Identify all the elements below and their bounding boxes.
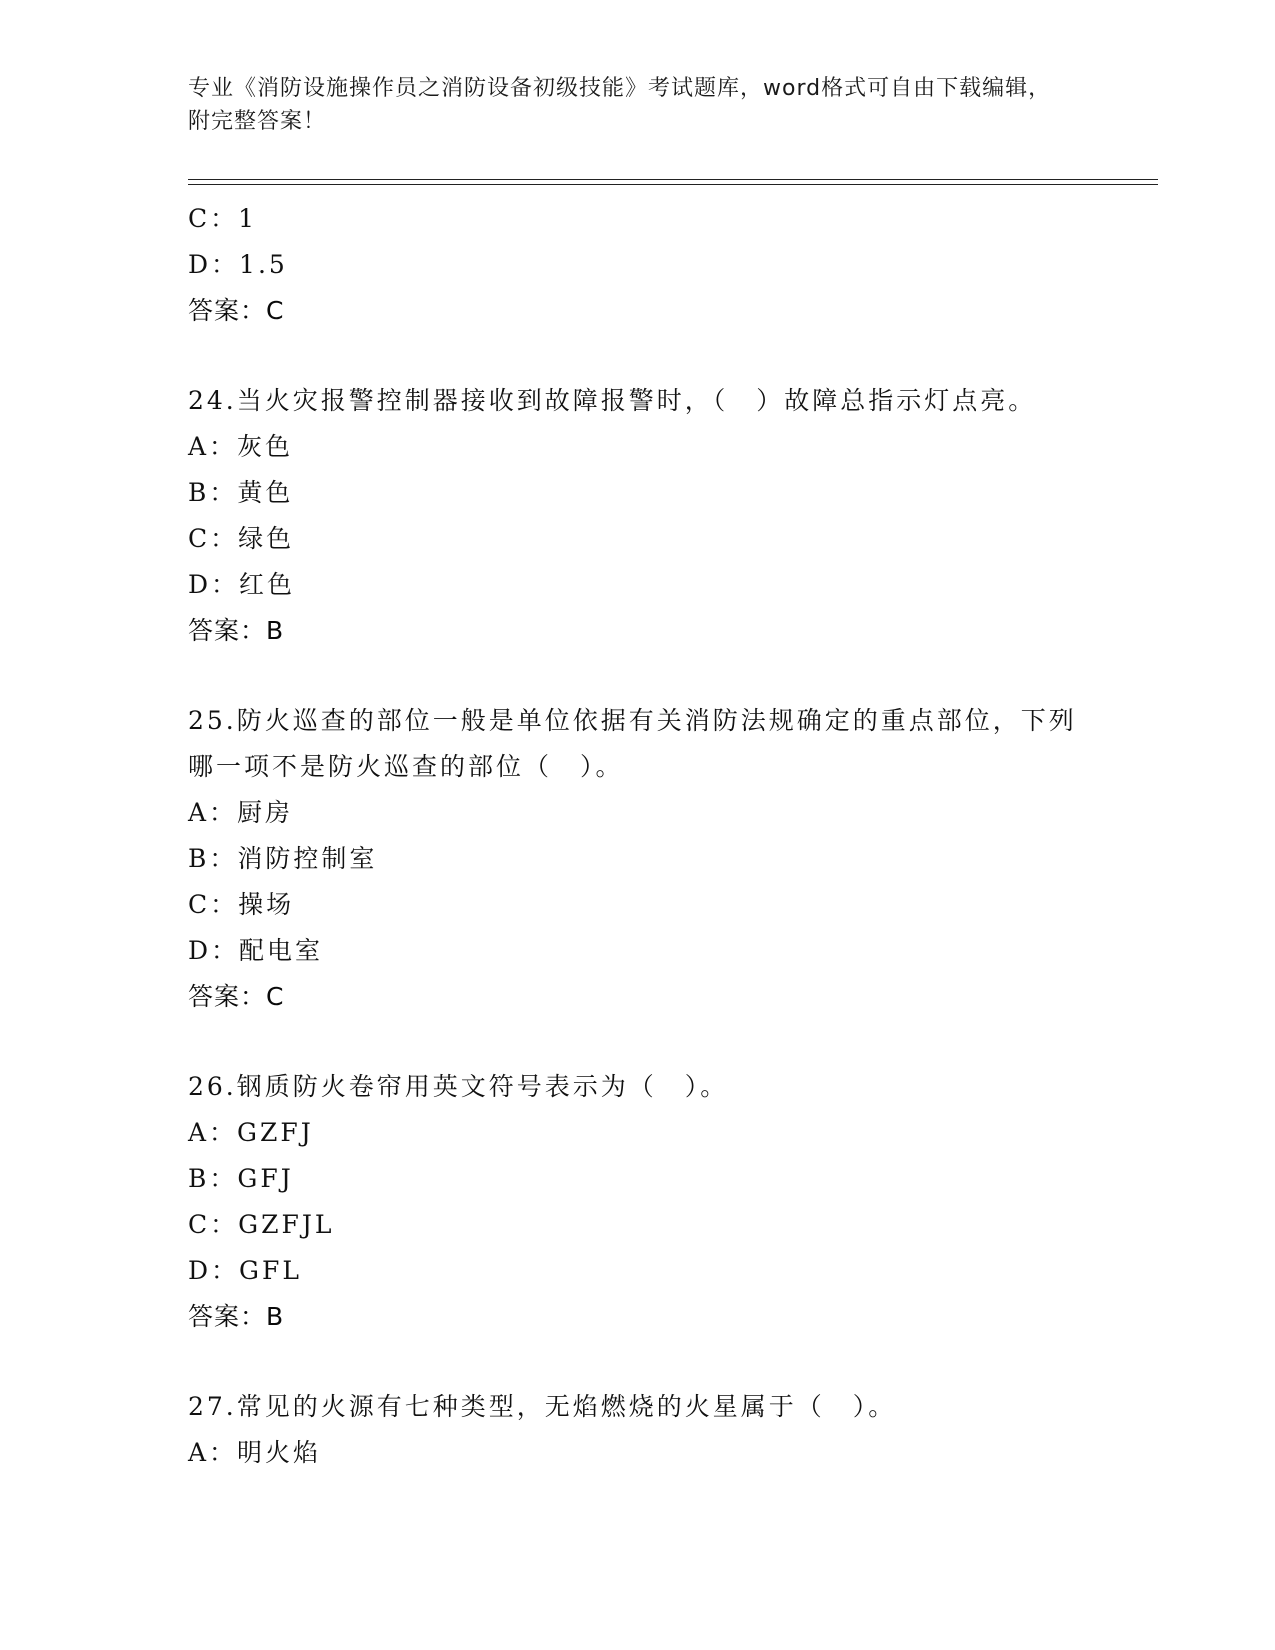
option-d: D：1.5 xyxy=(188,250,288,279)
answer-line: 答案：B xyxy=(188,1302,285,1331)
question-25 xyxy=(188,698,1088,1020)
option-b: B：黄色 xyxy=(188,478,294,507)
question-24 xyxy=(188,378,1088,654)
option-a: A：GZFJ xyxy=(188,1118,314,1147)
question-text: 24.当火灾报警控制器接收到故障报警时，（ ）故障总指示灯点亮。 xyxy=(188,386,1037,415)
option-c: C：GZFJL xyxy=(188,1210,335,1239)
option-a: A：灰色 xyxy=(188,432,294,461)
prev-question-tail xyxy=(188,196,1088,334)
question-list xyxy=(188,196,1088,1476)
question-text: 26.钢质防火卷帘用英文符号表示为（ ）。 xyxy=(188,1072,729,1101)
option-b: B：GFJ xyxy=(188,1164,294,1193)
question-text: 27.常见的火源有七种类型，无焰燃烧的火星属于（ ）。 xyxy=(188,1392,897,1421)
answer-line: 答案：C xyxy=(188,296,285,325)
header-rule-top xyxy=(188,179,1158,180)
answer-line: 答案：B xyxy=(188,616,285,645)
question-text: 25.防火巡查的部位一般是单位依据有关消防法规确定的重点部位，下列哪一项不是防火巡查的部位（ ）。 xyxy=(188,706,1077,781)
option-c: C：操场 xyxy=(188,890,295,919)
option-d: D：GFL xyxy=(188,1256,302,1285)
option-d: D：配电室 xyxy=(188,936,324,965)
option-a: A：明火焰 xyxy=(188,1438,322,1467)
header-rule-bottom xyxy=(188,184,1158,185)
document-header: 专业《消防设施操作员之消防设备初级技能》考试题库，word格式可自由下载编辑，附完整答案！ xyxy=(188,76,1052,134)
option-c: C：1 xyxy=(188,204,258,233)
option-d: D：红色 xyxy=(188,570,296,599)
option-a: A：厨房 xyxy=(188,798,294,827)
question-26 xyxy=(188,1064,1088,1340)
question-27 xyxy=(188,1384,1088,1476)
option-b: B：消防控制室 xyxy=(188,844,378,873)
option-c: C：绿色 xyxy=(188,524,295,553)
answer-line: 答案：C xyxy=(188,982,285,1011)
